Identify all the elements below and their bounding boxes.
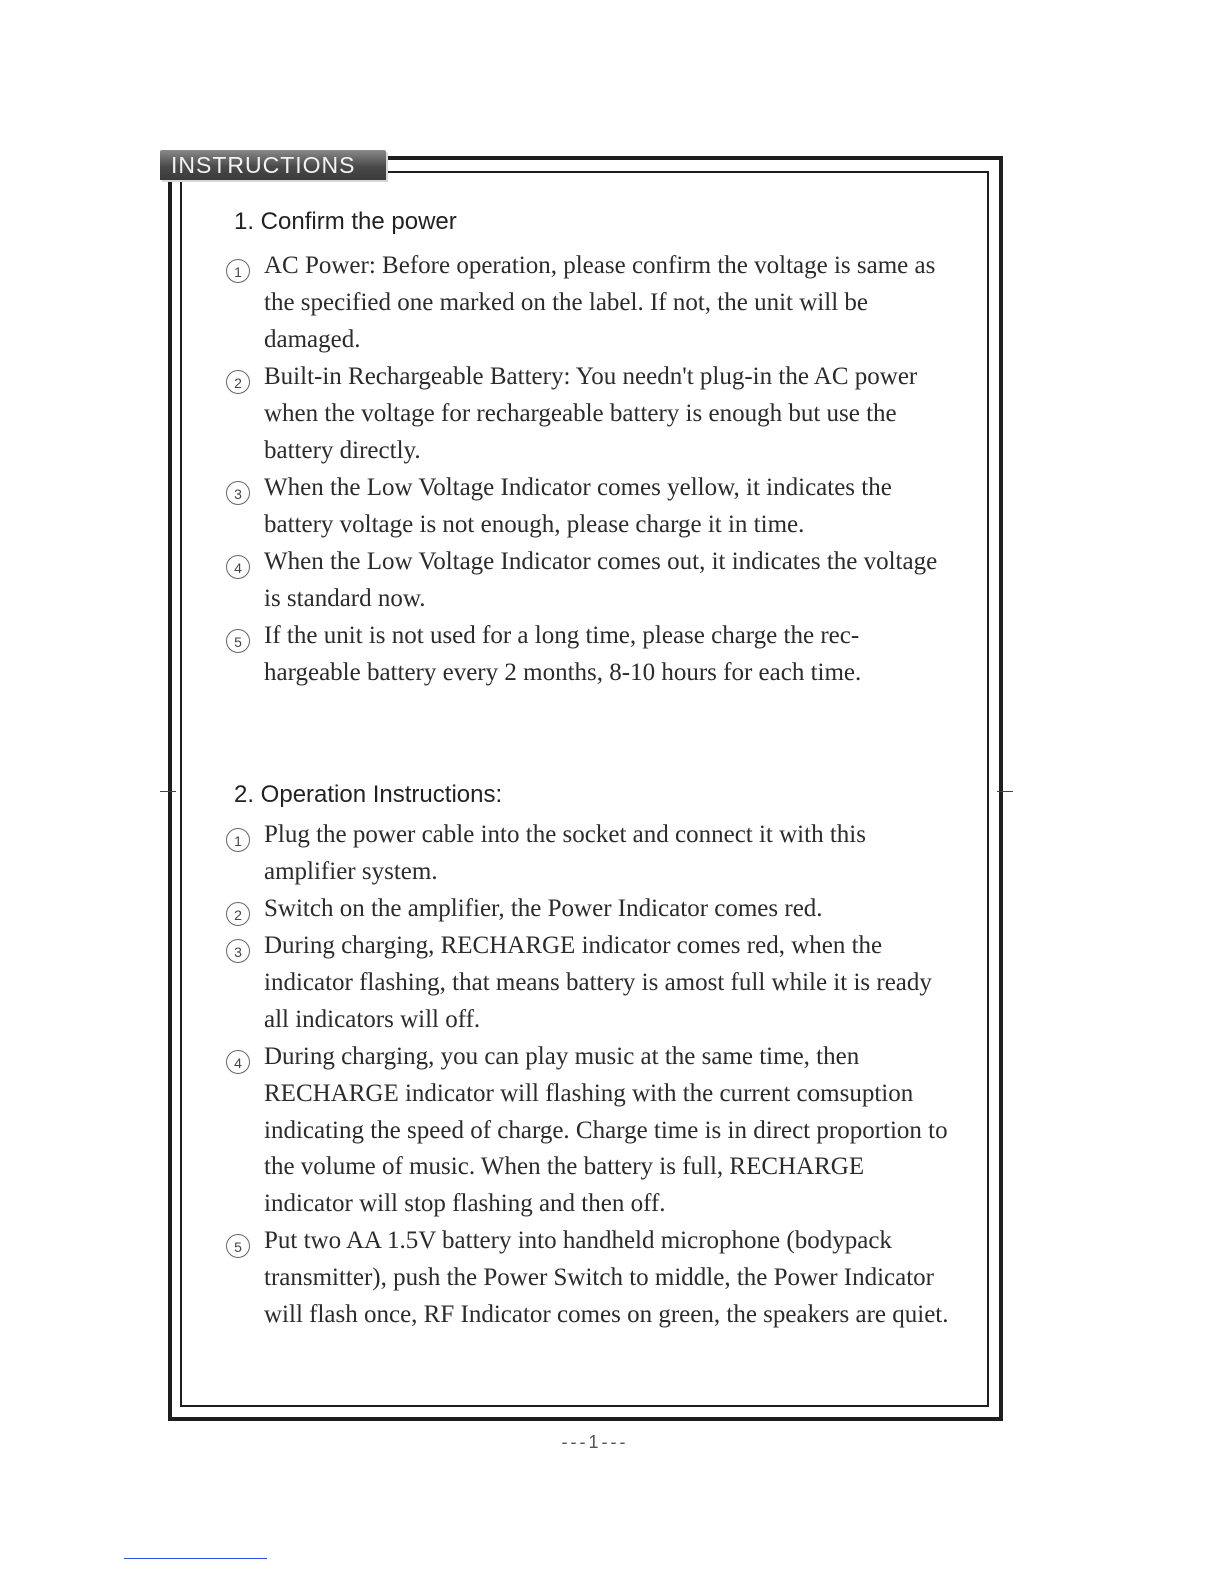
item-text: During charging, you can play music at the same time, then RECHARGE indicator will flashing with the current comsuption indicating the speed of charge. Charge time is in direct proportion to the volume of music. When the battery is full, RECHARGE indicator will stop flashing and then off. bbox=[264, 1043, 948, 1218]
page-number: ---1--- bbox=[561, 1432, 629, 1452]
item-text: When the Low Voltage Indicator comes yellow, it indicates the battery voltage is not enough, please charge it in time. bbox=[264, 474, 892, 538]
fold-mark-right bbox=[997, 791, 1013, 792]
circled-number: 4 bbox=[226, 555, 250, 579]
circled-number: 3 bbox=[226, 481, 250, 505]
circled-number: 5 bbox=[226, 1234, 250, 1258]
circled-number: 5 bbox=[226, 629, 250, 653]
circled-number: 1 bbox=[226, 828, 250, 852]
instructions-tab-label: INSTRUCTIONS bbox=[171, 152, 356, 178]
item-text: If the unit is not used for a long time, please charge the rec-hargeable battery every 2 months, 8-10 hours for each time. bbox=[264, 622, 862, 686]
item-text: Plug the power cable into the socket and connect it with this amplifier system. bbox=[264, 821, 866, 885]
item-text: AC Power: Before operation, please confirm the voltage is same as the specified one marked on the label. If not, the unit will be damaged. bbox=[264, 252, 936, 353]
circled-number: 2 bbox=[226, 370, 250, 394]
circled-number: 1 bbox=[226, 259, 250, 283]
circled-number: 4 bbox=[226, 1050, 250, 1074]
fold-mark-left bbox=[160, 791, 176, 792]
item-text: Switch on the amplifier, the Power Indicator comes red. bbox=[264, 895, 823, 922]
item-text: Built-in Rechargeable Battery: You needn't plug-in the AC power when the voltage for rechargeable battery is enough but use the battery directly. bbox=[264, 363, 918, 464]
circled-number: 2 bbox=[226, 902, 250, 926]
circled-number: 3 bbox=[226, 939, 250, 963]
item-text: Put two AA 1.5V battery into handheld microphone (bodypack transmitter), push the Power Switch to middle, the Power Indicator will flash once, RF Indicator comes on green, the speakers are quiet. bbox=[264, 1227, 949, 1328]
bottom-rule bbox=[124, 1558, 267, 1559]
item-text: During charging, RECHARGE indicator comes red, when the indicator flashing, that means battery is amost full while it is ready all indicators will off. bbox=[264, 932, 932, 1033]
item-text: When the Low Voltage Indicator comes out, it indicates the voltage is standard now. bbox=[264, 548, 938, 612]
instructions-tab bbox=[160, 150, 386, 180]
section-2-title: 2. Operation Instructions: bbox=[234, 781, 503, 808]
section-1-title: 1. Confirm the power bbox=[234, 208, 457, 235]
